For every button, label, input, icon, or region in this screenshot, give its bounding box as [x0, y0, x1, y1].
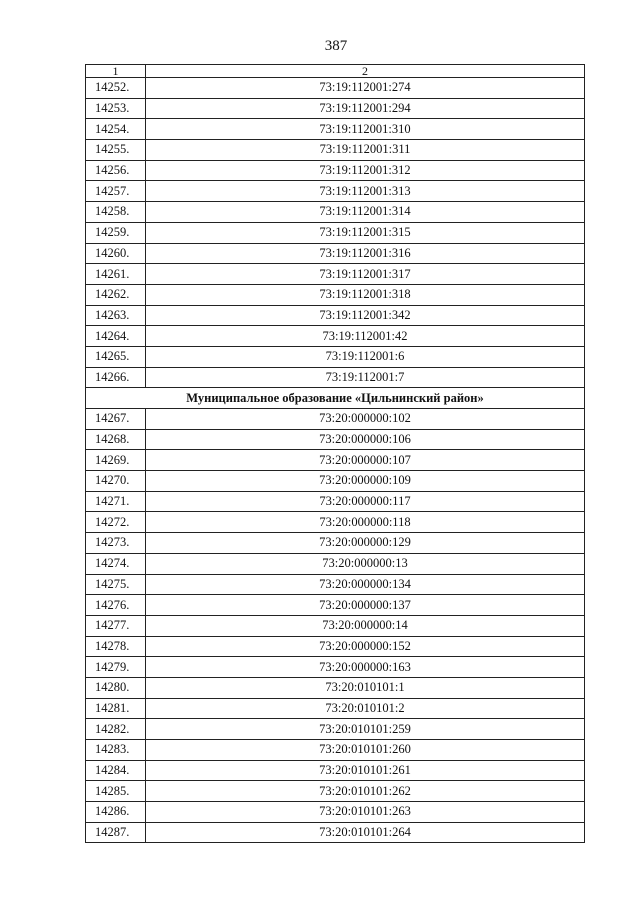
row-number-cell: 14261.: [86, 264, 146, 285]
table-row: [86, 533, 585, 554]
cadastral-number-cell: 73:19:112001:317: [146, 264, 585, 285]
cadastral-number-cell: 73:19:112001:7: [146, 367, 585, 388]
row-number-cell: 14270.: [86, 471, 146, 492]
row-number-cell: 14287.: [86, 822, 146, 843]
cadastral-number-cell: 73:20:000000:152: [146, 636, 585, 657]
table-row: [86, 657, 585, 678]
table-row: [86, 781, 585, 802]
table-row: [86, 615, 585, 636]
table-row: [86, 822, 585, 843]
table-row: [86, 491, 585, 512]
row-number-cell: 14280.: [86, 677, 146, 698]
cadastral-number-cell: 73:20:000000:118: [146, 512, 585, 533]
cadastral-number-cell: 73:20:010101:261: [146, 760, 585, 781]
row-number-cell: 14268.: [86, 429, 146, 450]
page-number: 387: [324, 38, 348, 54]
row-number-cell: 14286.: [86, 802, 146, 823]
row-number-cell: 14278.: [86, 636, 146, 657]
row-number-cell: 14285.: [86, 781, 146, 802]
cadastral-number-cell: 73:19:112001:310: [146, 119, 585, 140]
row-number-cell: 14263.: [86, 305, 146, 326]
row-number-cell: 14271.: [86, 491, 146, 512]
table-row: [86, 98, 585, 119]
row-number-cell: 14283.: [86, 740, 146, 761]
table-row: [86, 202, 585, 223]
cadastral-number-cell: 73:20:000000:163: [146, 657, 585, 678]
cadastral-number-cell: 73:20:000000:102: [146, 409, 585, 430]
table-row: [86, 326, 585, 347]
cadastral-number-cell: 73:20:000000:13: [146, 553, 585, 574]
table-row: [86, 429, 585, 450]
table-row: [86, 450, 585, 471]
cadastral-number-cell: 73:19:112001:294: [146, 98, 585, 119]
cadastral-number-cell: 73:20:010101:263: [146, 802, 585, 823]
row-number-cell: 14274.: [86, 553, 146, 574]
row-number-cell: 14275.: [86, 574, 146, 595]
row-number-cell: 14282.: [86, 719, 146, 740]
cadastral-number-cell: 73:19:112001:311: [146, 140, 585, 161]
row-number-cell: 14276.: [86, 595, 146, 616]
cadastral-number-cell: 73:20:010101:1: [146, 677, 585, 698]
table-row: [86, 140, 585, 161]
table-row: [86, 595, 585, 616]
cadastral-number-cell: 73:19:112001:315: [146, 222, 585, 243]
header-cell-number: 1: [86, 65, 146, 78]
table-row: [86, 222, 585, 243]
cadastral-number-cell: 73:20:000000:14: [146, 615, 585, 636]
row-number-cell: 14252.: [86, 78, 146, 99]
cadastral-number-cell: 73:19:112001:342: [146, 305, 585, 326]
cadastral-number-cell: 73:19:112001:42: [146, 326, 585, 347]
row-number-cell: 14259.: [86, 222, 146, 243]
cadastral-number-cell: 73:20:010101:260: [146, 740, 585, 761]
row-number-cell: 14266.: [86, 367, 146, 388]
table-row: [86, 719, 585, 740]
cadastral-number-cell: 73:19:112001:6: [146, 346, 585, 367]
row-number-cell: 14258.: [86, 202, 146, 223]
row-number-cell: 14267.: [86, 409, 146, 430]
table-row: [86, 512, 585, 533]
row-number-cell: 14272.: [86, 512, 146, 533]
table-row: [86, 181, 585, 202]
table-row: [86, 346, 585, 367]
table-row: [86, 367, 585, 388]
table-row: [86, 305, 585, 326]
table-row: [86, 243, 585, 264]
table-row: [86, 409, 585, 430]
cadastral-number-cell: 73:20:000000:129: [146, 533, 585, 554]
row-number-cell: 14257.: [86, 181, 146, 202]
table-body: [86, 78, 585, 843]
row-number-cell: 14269.: [86, 450, 146, 471]
cadastral-number-cell: 73:20:000000:134: [146, 574, 585, 595]
header-cell-code: 2: [146, 65, 585, 78]
row-number-cell: 14254.: [86, 119, 146, 140]
row-number-cell: 14256.: [86, 160, 146, 181]
table-row: [86, 160, 585, 181]
row-number-cell: 14260.: [86, 243, 146, 264]
cadastral-number-cell: 73:20:010101:2: [146, 698, 585, 719]
cadastral-number-cell: 73:20:010101:259: [146, 719, 585, 740]
row-number-cell: 14255.: [86, 140, 146, 161]
table-row: [86, 78, 585, 99]
cadastral-number-cell: 73:19:112001:312: [146, 160, 585, 181]
table-header-row: [86, 65, 585, 78]
row-number-cell: 14253.: [86, 98, 146, 119]
cadastral-table: [85, 64, 585, 843]
table-row: [86, 119, 585, 140]
row-number-cell: 14281.: [86, 698, 146, 719]
row-number-cell: 14262.: [86, 284, 146, 305]
table-row: [86, 284, 585, 305]
cadastral-number-cell: 73:20:010101:262: [146, 781, 585, 802]
table-row: [86, 802, 585, 823]
cadastral-number-cell: 73:19:112001:313: [146, 181, 585, 202]
table-row: [86, 698, 585, 719]
table-row: [86, 264, 585, 285]
row-number-cell: 14284.: [86, 760, 146, 781]
row-number-cell: 14279.: [86, 657, 146, 678]
table-row: [86, 760, 585, 781]
table-row: [86, 677, 585, 698]
table-row: [86, 574, 585, 595]
cadastral-number-cell: 73:20:000000:137: [146, 595, 585, 616]
row-number-cell: 14273.: [86, 533, 146, 554]
table-row: [86, 553, 585, 574]
row-number-cell: 14264.: [86, 326, 146, 347]
table-row: [86, 740, 585, 761]
cadastral-number-cell: 73:19:112001:274: [146, 78, 585, 99]
cadastral-number-cell: 73:20:000000:107: [146, 450, 585, 471]
table-row: [86, 636, 585, 657]
cadastral-number-cell: 73:20:000000:109: [146, 471, 585, 492]
section-row: [86, 388, 585, 409]
cadastral-number-cell: 73:20:000000:106: [146, 429, 585, 450]
section-title: Муниципальное образование «Цильнинский район»: [86, 388, 585, 409]
table-row: [86, 471, 585, 492]
cadastral-number-cell: 73:20:000000:117: [146, 491, 585, 512]
row-number-cell: 14277.: [86, 615, 146, 636]
cadastral-number-cell: 73:19:112001:318: [146, 284, 585, 305]
cadastral-number-cell: 73:20:010101:264: [146, 822, 585, 843]
cadastral-number-cell: 73:19:112001:316: [146, 243, 585, 264]
row-number-cell: 14265.: [86, 346, 146, 367]
cadastral-number-cell: 73:19:112001:314: [146, 202, 585, 223]
